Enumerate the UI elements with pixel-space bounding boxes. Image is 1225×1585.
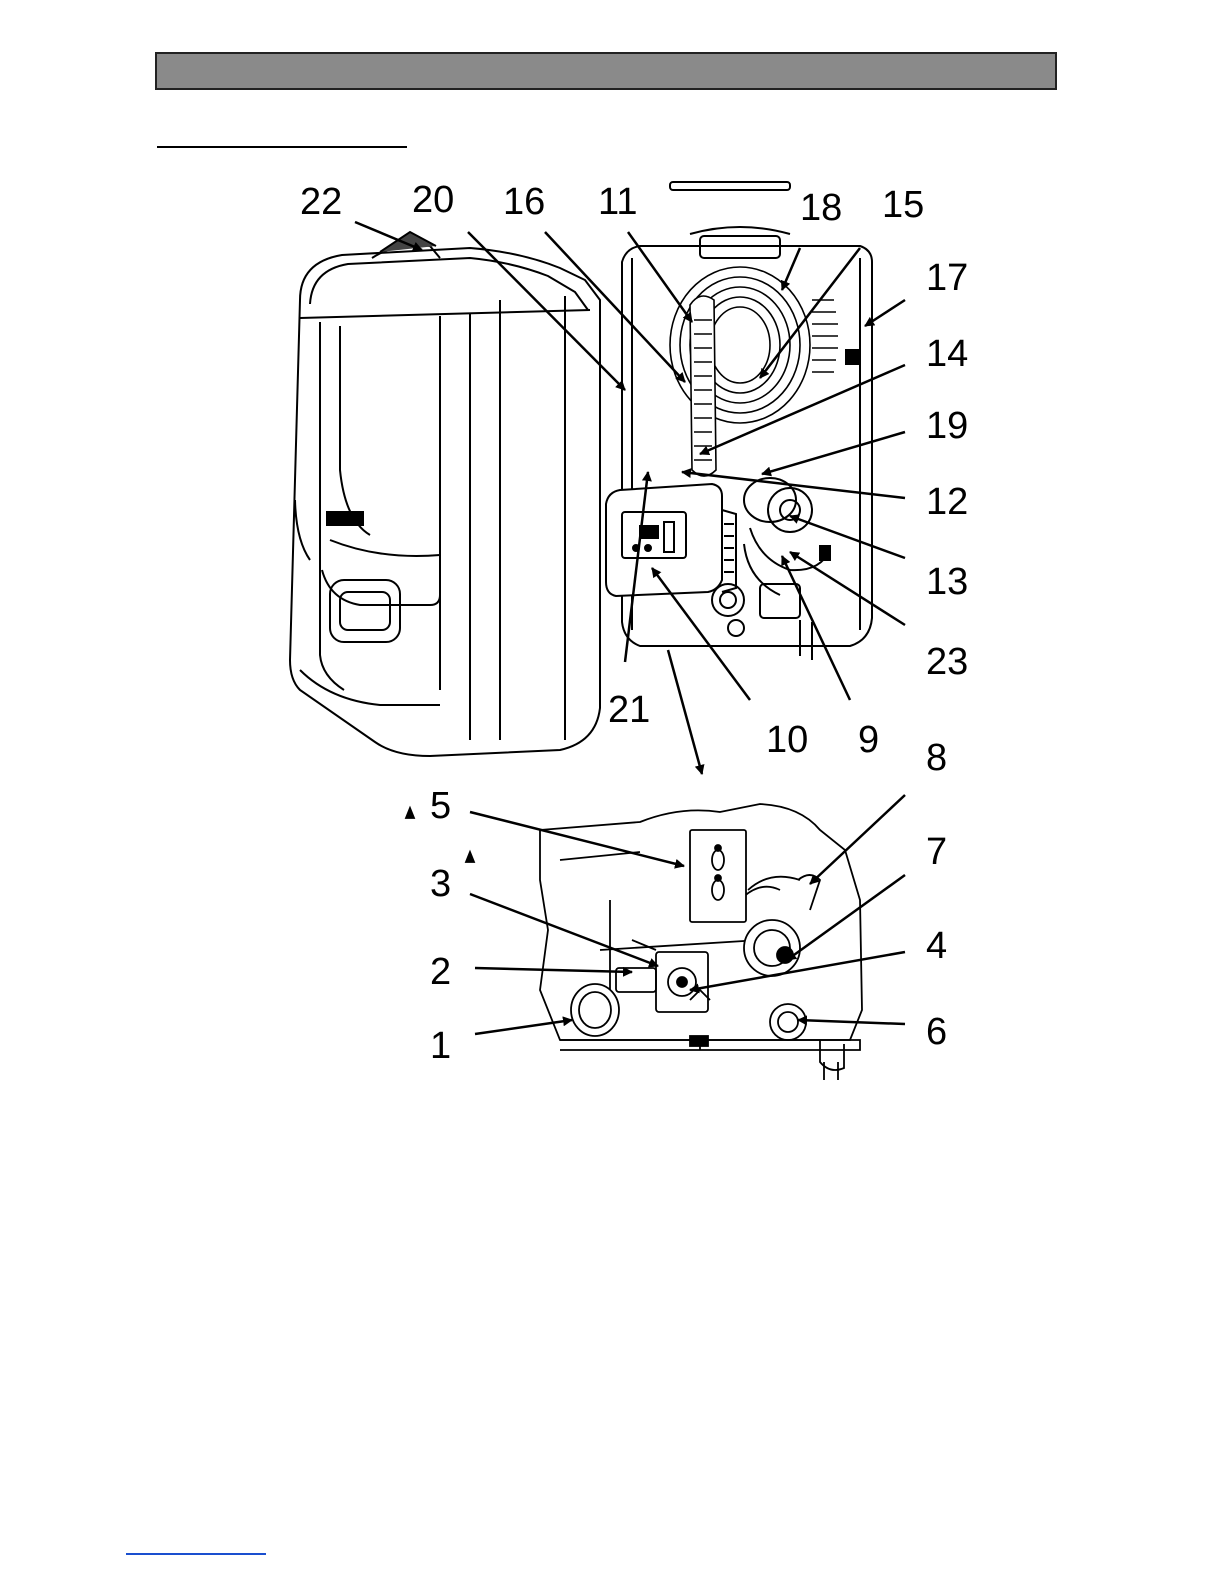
fan-assembly — [712, 350, 858, 660]
callout-4: 4 — [926, 925, 948, 967]
callout-15: 15 — [882, 184, 925, 226]
callout-18: 18 — [800, 187, 843, 229]
footer-link-underline[interactable] — [126, 1553, 266, 1555]
callout-23: 23 — [926, 641, 969, 683]
callout-13: 13 — [926, 561, 969, 603]
callout-3: 3 — [430, 863, 452, 905]
callout-11: 11 — [598, 181, 638, 223]
callout-17: 17 — [926, 257, 969, 299]
leader-13 — [790, 516, 905, 558]
callout-16: 16 — [503, 181, 546, 223]
leader-main-to-detail — [668, 650, 702, 774]
leader-2 — [475, 968, 632, 972]
callout-10: 10 — [766, 719, 809, 761]
callout-12: 12 — [926, 481, 969, 523]
leader-9 — [782, 556, 850, 700]
callout-22: 22 — [300, 181, 343, 223]
callout-8: 8 — [926, 737, 948, 779]
callout-2: 2 — [430, 951, 452, 993]
leader-7 — [787, 875, 905, 960]
callout-9: 9 — [858, 719, 880, 761]
callout-14: 14 — [926, 333, 969, 375]
boiler-front-cover — [290, 232, 600, 756]
leader-19 — [762, 432, 905, 474]
callout-19: 19 — [926, 405, 969, 447]
leader-3 — [470, 894, 658, 966]
control-panel — [606, 484, 736, 596]
callout-1: 1 — [430, 1025, 452, 1067]
hydraulic-group-detail — [406, 804, 862, 1080]
callout-7: 7 — [926, 831, 948, 873]
leader-18 — [782, 248, 800, 290]
leader-23 — [790, 552, 905, 625]
callout-21: 21 — [608, 689, 651, 731]
leader-8 — [810, 795, 905, 884]
callout-20: 20 — [412, 179, 455, 221]
leader-6 — [798, 1020, 905, 1024]
callout-5: 5 — [430, 785, 452, 827]
callout-6: 6 — [926, 1011, 948, 1053]
